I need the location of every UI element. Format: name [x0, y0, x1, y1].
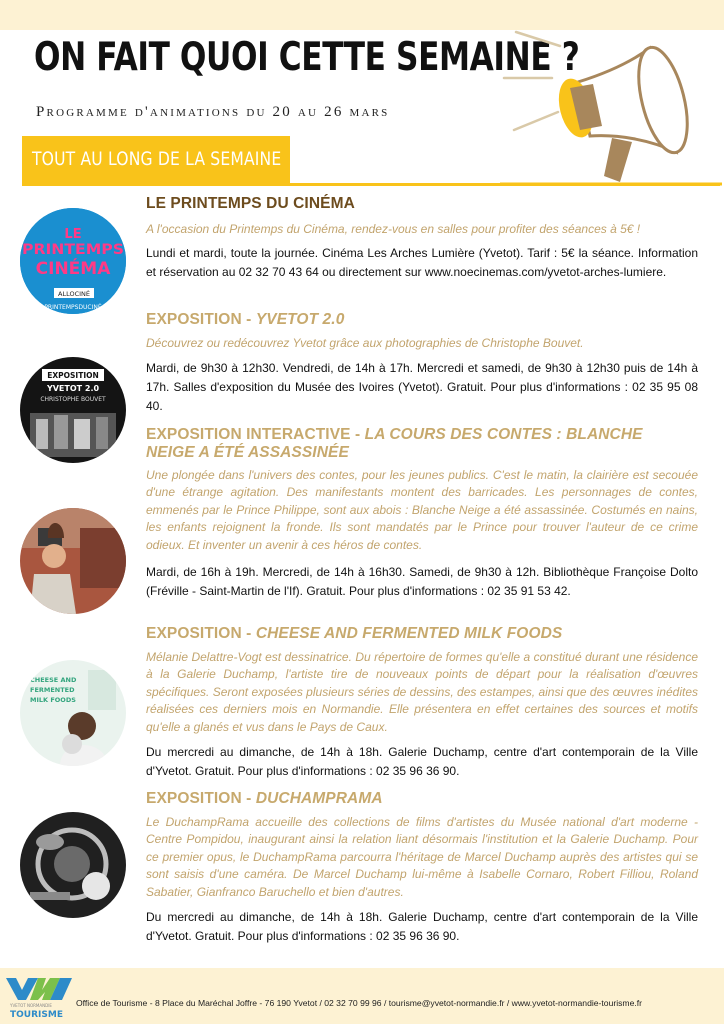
thumb-text: CHRISTOPHE BOUVET	[40, 396, 106, 403]
event-thumbnail-cours-des-contes	[20, 508, 126, 614]
page-title: ON FAIT QUOI CETTE SEMAINE ?	[34, 35, 580, 80]
event-title-prefix: EXPOSITION -	[146, 625, 256, 642]
event-title-prefix: EXPOSITION -	[146, 790, 256, 807]
thumb-text: EXPOSITION	[47, 371, 99, 380]
event-intro: Une plongée dans l'univers des contes, pour les jeunes publics. C'est le matin, la clairière est secouée d'une étrange agitation. Des manifestants montent des barricades. Les personnages de contes, emmenés par le Prince Philippe, sont aux abois : Blanche Neige a été assassinée. Costumés en nains, les enfants rejoignent la fronde. Ils sont mandatés par le Prince pour trouver l'auteur de ce crime odieux. Et inventer un avenir à ces héros de contes.	[146, 468, 698, 552]
thumb-text: PRINTEMPS	[22, 242, 124, 258]
event-title	[146, 790, 383, 808]
event-title-emphasis: CHEESE AND FERMENTED MILK FOODS	[255, 625, 563, 642]
megaphone-icon	[500, 26, 722, 216]
event-title-prefix: EXPOSITION -	[146, 311, 256, 328]
event-title-continued	[146, 444, 349, 462]
event-title-prefix: EXPOSITION INTERACTIVE -	[146, 426, 365, 443]
thumb-text: FERMENTED	[30, 686, 75, 694]
event-title	[146, 426, 643, 444]
event-info: Du mercredi au dimanche, de 14h à 18h. Galerie Duchamp, centre d'art contemporain de la Ville d'Yvetot. Gratuit. Pour plus d'informations : 02 35 96 36 90.	[146, 745, 698, 779]
event-thumbnail-duchamprama	[20, 812, 126, 918]
logo-small-text: YVETOT NORMANDIE	[10, 1003, 52, 1008]
event-thumbnail-cheese-milk-foods	[20, 660, 126, 766]
event-title-emphasis: LA COURS DES CONTES : BLANCHE	[364, 426, 643, 443]
event-title-emphasis: DUCHAMPRAMA	[255, 790, 383, 807]
event-title	[146, 625, 562, 643]
event-info: Du mercredi au dimanche, de 14h à 18h. Galerie Duchamp, centre d'art contemporain de la Ville d'Yvetot. Gratuit. Pour plus d'informations : 02 35 96 36 90.	[146, 910, 698, 944]
thumb-text: CINÉMA	[35, 259, 111, 279]
event-intro: Le DuchampRama accueille des collections de films d'artistes du Musée national d'art moderne - Centre Pompidou, inaugurant ainsi la relation liant désormais l'institution et la Galerie Duchamp. Pour ce premier opus, le DuchampRama parcourra l'héritage de Marcel Duchamp auprès des artistes qui se sont saisis d'une caméra. De Marcel Duchamp lui-même à Isabelle Cornaro, Robert Filliou, Roland Sabatier, Gianfranco Baruchello et bien d'autres.	[146, 815, 698, 899]
thumb-text: PRINTEMPSDUCINÉ	[44, 304, 102, 311]
section-rule	[22, 183, 720, 186]
event-info: Mardi, de 9h30 à 12h30. Vendredi, de 14h à 17h. Mercredi et samedi, de 9h30 à 12h30 puis de 14h à 17h. Salles d'exposition du Musée des Ivoires (Yvetot). Gratuit. Pour plus d'informations : 02 35 95 08 40.	[146, 361, 698, 414]
event-title: LE PRINTEMPS DU CINÉMA	[146, 195, 355, 212]
page-subtitle: Programme d'animations du 20 au 26 mars	[36, 104, 390, 120]
event-intro: Mélanie Delattre-Vogt est dessinatrice. Du répertoire de formes qu'elle a constitué durant une résidence à la Galerie Duchamp, l'artiste tire de nouveaux points de départ pour la réalisation d'œuvres spécifiques. Seront exposées plusieurs séries de dessins, des estampes, ainsi que des œuvres inédites réalisées ces derniers mois en Normandie. Elle présentera en effet certaines des sources et motifs qu'elle a glanés et vus dans le Pays de Caux.	[146, 650, 698, 734]
thumb-text: MILK FOODS	[30, 696, 76, 704]
event-intro: A l'occasion du Printemps du Cinéma, rendez-vous en salles pour profiter des séances à 5€ !	[146, 222, 641, 236]
event-intro: Découvrez ou redécouvrez Yvetot grâce aux photographies de Christophe Bouvet.	[146, 336, 584, 350]
logo-text: TOURISME	[10, 1010, 63, 1020]
thumb-text: YVETOT 2.0	[46, 384, 100, 393]
event-thumbnail-printemps-cinema	[20, 208, 126, 314]
footer-contact: Office de Tourisme - 8 Place du Maréchal Joffre - 76 190 Yvetot / 02 32 70 99 96 / tourisme@yvetot-normandie.fr / www.yvetot-normandie-tourisme.fr	[76, 998, 642, 1008]
yvetot-logo	[4, 974, 74, 1020]
event-title-emphasis: NEIGE A ÉTÉ ASSASSINÉE	[146, 444, 349, 461]
event-info: Mardi, de 16h à 19h. Mercredi, de 14h à 16h30. Samedi, de 9h30 à 12h. Bibliothèque Françoise Dolto (Fréville - Saint-Martin de l'If). Gratuit. Pour plus d'informations : 02 35 91 53 42.	[146, 565, 698, 599]
thumb-text: ALLOCINÉ	[58, 290, 90, 298]
section-banner-label: TOUT AU LONG DE LA SEMAINE	[32, 148, 282, 170]
event-thumbnail-yvetot	[20, 357, 126, 463]
thumb-text: LE	[64, 227, 82, 242]
event-title-emphasis: YVETOT 2.0	[255, 311, 345, 328]
event-title	[146, 311, 344, 329]
thumb-text: CHEESE AND	[30, 676, 77, 684]
section-banner	[22, 136, 290, 184]
footer	[0, 968, 724, 1024]
event-info: Lundi et mardi, toute la journée. Cinéma Les Arches Lumière (Yvetot). Tarif : 5€ la séance. Information et réservation au 02 32 70 43 64 ou directement sur www.noecinemas.com/yvetot-arches-lumiere.	[146, 246, 698, 280]
